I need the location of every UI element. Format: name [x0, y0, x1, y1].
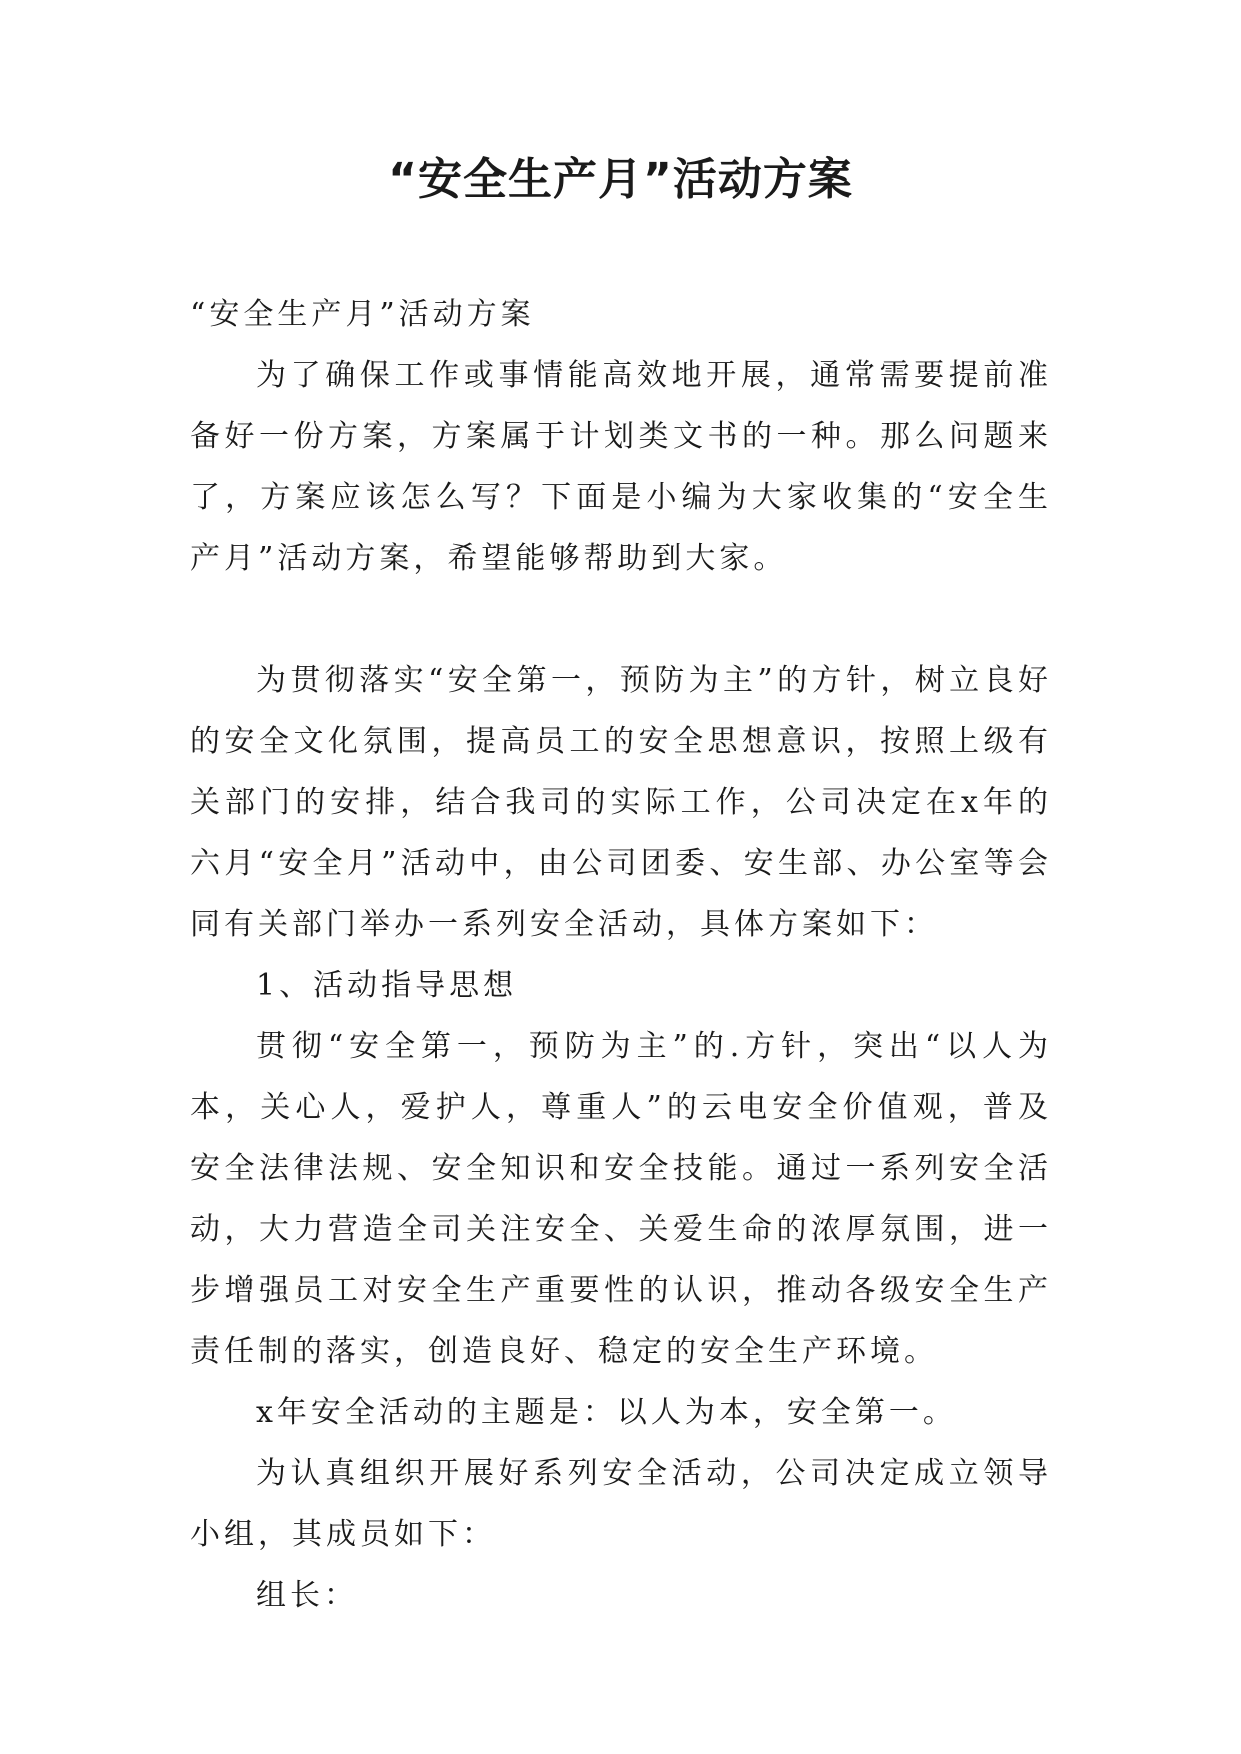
- paragraph-spacer: [190, 589, 1052, 650]
- intro-paragraph: 为了确保工作或事情能高效地开展，通常需要提前准备好一份方案，方案属于计划类文书的一种。那么问题来了，方案应该怎么写？下面是小编为大家收集的“安全生产月”活动方案，希望能够帮助到大家。: [190, 358, 1052, 576]
- group-leader-line: 组长：: [256, 1578, 358, 1613]
- leadership-group-paragraph: 为认真组织开展好系列安全活动，公司决定成立领导小组，其成员如下：: [190, 1456, 1052, 1552]
- document-subtitle: “安全生产月”活动方案: [190, 297, 535, 332]
- theme-paragraph: x年安全活动的主题是：以人为本，安全第一。: [256, 1395, 957, 1430]
- background-paragraph: 为贯彻落实“安全第一，预防为主”的方针，树立良好的安全文化氛围，提高员工的安全思想意识，按照上级有关部门的安排，结合我司的实际工作，公司决定在x年的六月“安全月”活动中，由公司团委、安生部、办公室等会同有关部门举办一系列安全活动，具体方案如下：: [190, 663, 1052, 942]
- document-body: [190, 284, 1052, 1626]
- section-heading-guiding-idea: 1、活动指导思想: [256, 968, 518, 1003]
- document-title: “安全生产月”活动方案: [388, 154, 853, 205]
- guiding-idea-paragraph: 贯彻“安全第一，预防为主”的.方针，突出“以人为本，关心人，爱护人，尊重人”的云电安全价值观，普及安全法律法规、安全知识和安全技能。通过一系列安全活动，大力营造全司关注安全、关爱生命的浓厚氛围，进一步增强员工对安全生产重要性的认识，推动各级安全生产责任制的落实，创造良好、稳定的安全生产环境。: [190, 1029, 1052, 1369]
